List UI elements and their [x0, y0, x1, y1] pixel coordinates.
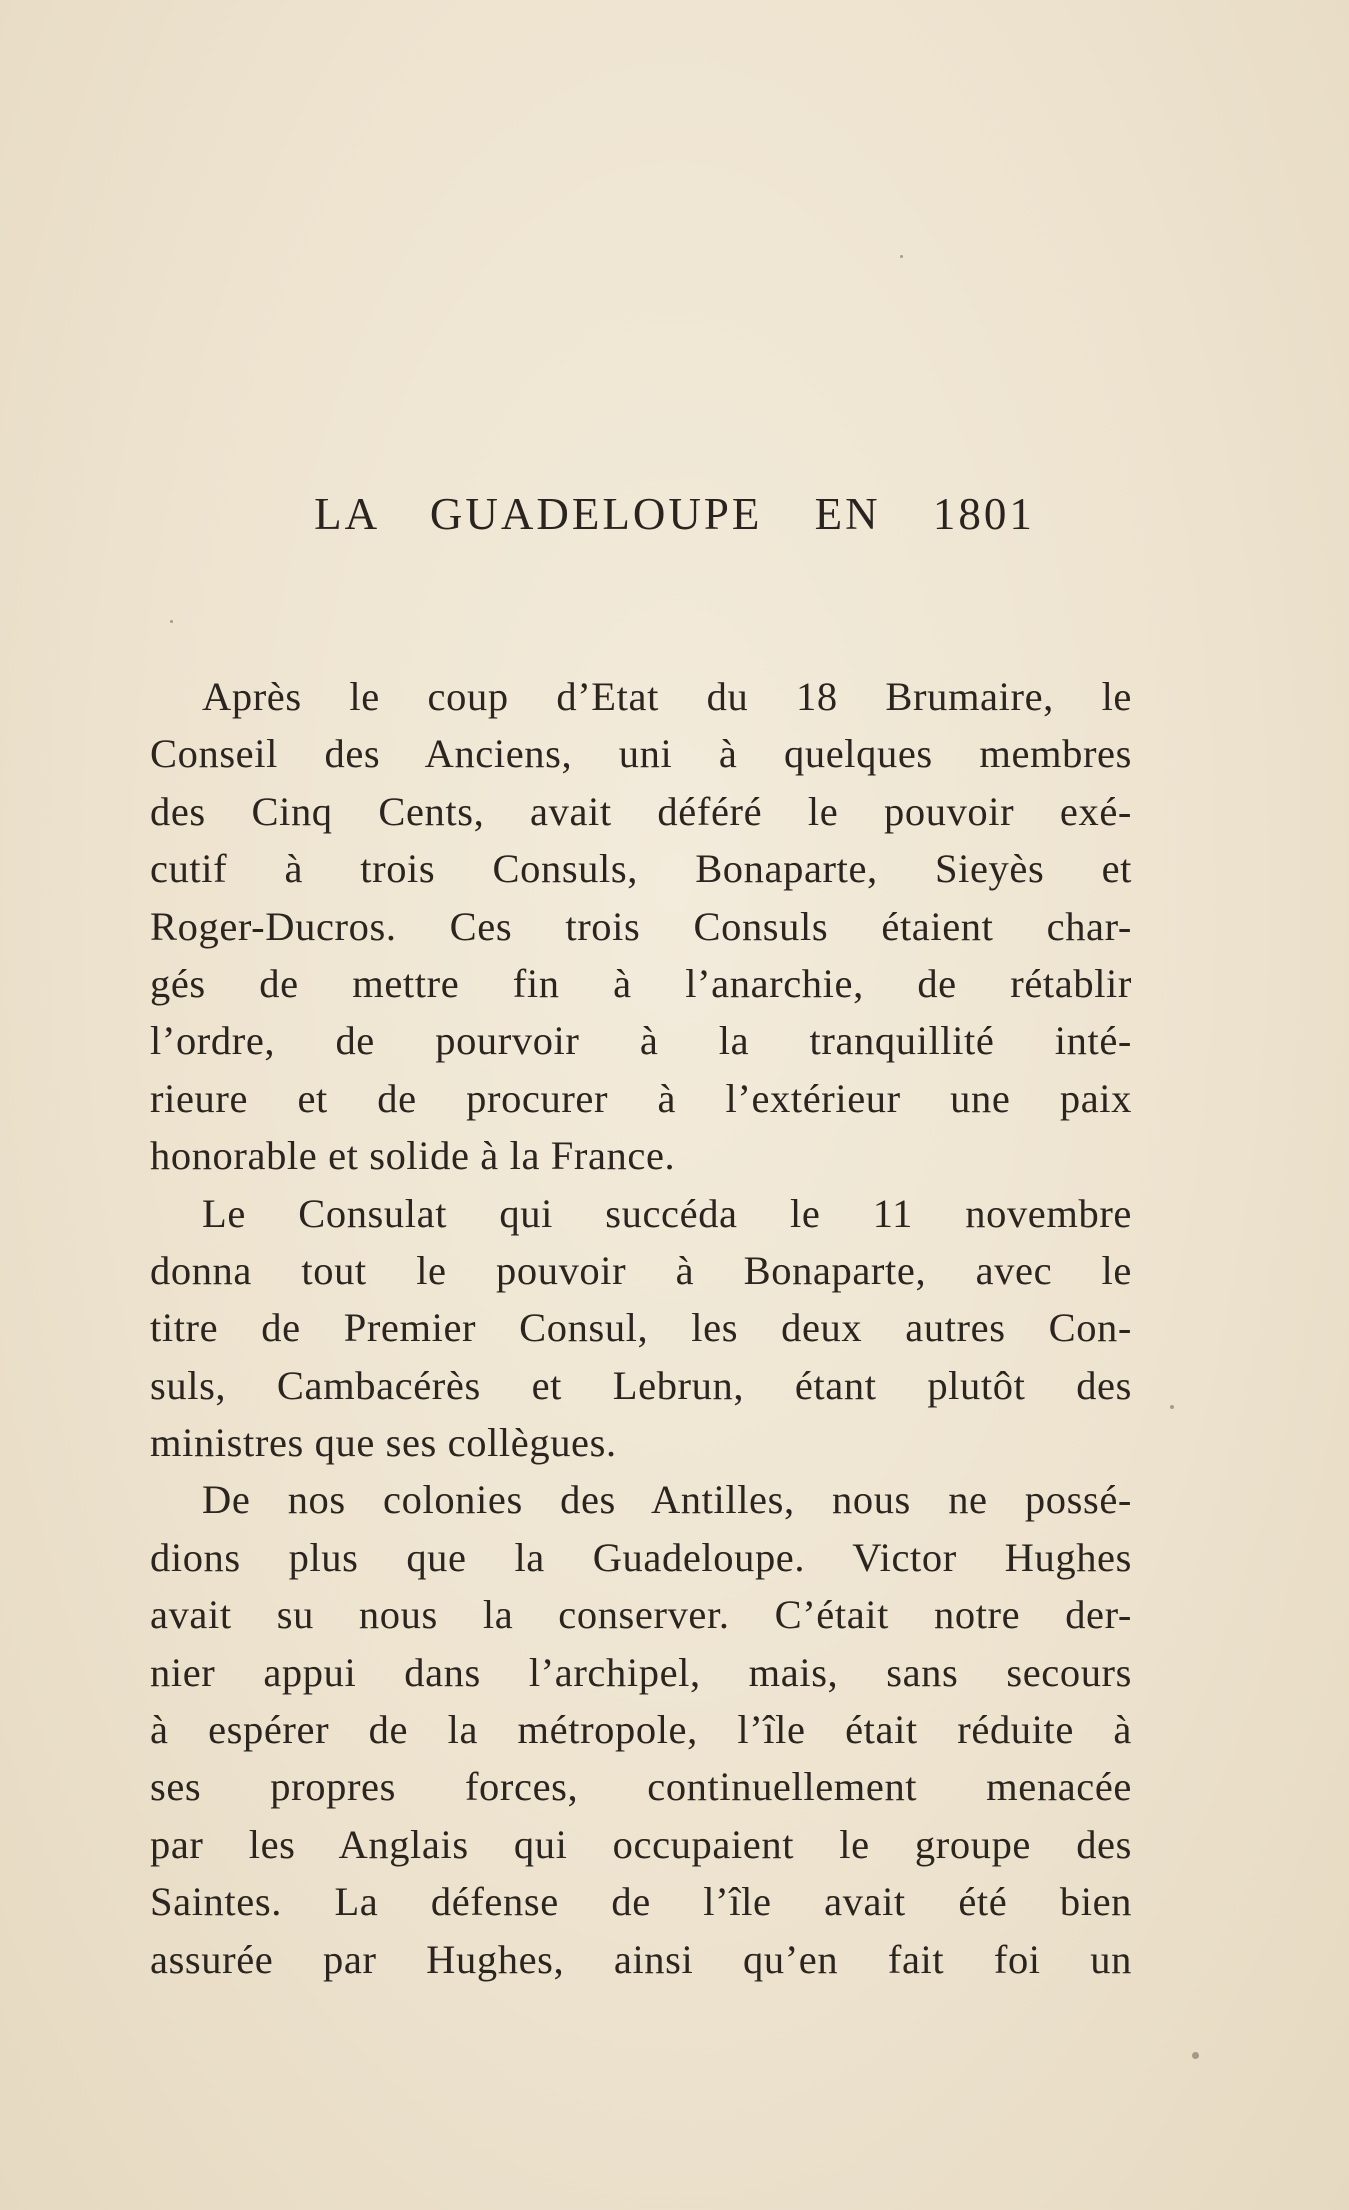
text-line: des Cinq Cents, avait déféré le pouvoir exé-: [150, 788, 1132, 834]
text-line: assurée par Hughes, ainsi qu’en fait foi un: [150, 1936, 1132, 1982]
text-line: De nos colonies des Antilles, nous ne possé-: [202, 1477, 1132, 1523]
text-line: gés de mettre fin à l’anarchie, de rétablir: [150, 960, 1132, 1006]
paragraph-3: [150, 1471, 1132, 1988]
paper-speck: [1170, 1405, 1174, 1409]
text-line: Roger-Ducros. Ces trois Consuls étaient char-: [150, 903, 1132, 949]
chapter-title: LA GUADELOUPE EN 1801: [314, 489, 1035, 539]
text-line: Le Consulat qui succéda le 11 novembre: [202, 1190, 1132, 1236]
text-line: suls, Cambacérès et Lebrun, étant plutôt des: [150, 1362, 1132, 1408]
paper-speck: [170, 620, 173, 623]
text-line: par les Anglais qui occupaient le groupe des: [150, 1821, 1132, 1867]
text-line: ses propres forces, continuellement menacée: [150, 1764, 1132, 1810]
paper-speck: [1192, 2052, 1199, 2059]
text-line: Saintes. La défense de l’île avait été bien: [150, 1879, 1132, 1925]
text-line: avait su nous la conserver. C’était notre der-: [150, 1592, 1132, 1638]
text-line: Conseil des Anciens, uni à quelques membres: [150, 731, 1132, 777]
text-line: l’ordre, de pourvoir à la tranquillité inté-: [150, 1018, 1132, 1064]
paper-speck: [900, 255, 903, 258]
text-line: nier appui dans l’archipel, mais, sans secours: [150, 1649, 1132, 1695]
paragraph-1: [150, 668, 1132, 1185]
text-line: donna tout le pouvoir à Bonaparte, avec le: [150, 1247, 1132, 1293]
text-line: dions plus que la Guadeloupe. Victor Hughes: [150, 1534, 1132, 1580]
text-line: à espérer de la métropole, l’île était réduite à: [150, 1707, 1132, 1753]
text-line: titre de Premier Consul, les deux autres Con-: [150, 1305, 1132, 1351]
text-line: honorable et solide à la France.: [150, 1133, 676, 1179]
text-line: Après le coup d’Etat du 18 Brumaire, le: [202, 674, 1132, 719]
paragraph-2: [150, 1185, 1132, 1472]
body-text: [150, 668, 1132, 1988]
text-line: rieure et de procurer à l’extérieur une paix: [150, 1075, 1132, 1121]
text-line: cutif à trois Consuls, Bonaparte, Sieyès et: [150, 846, 1132, 892]
text-line: ministres que ses collègues.: [150, 1420, 617, 1466]
